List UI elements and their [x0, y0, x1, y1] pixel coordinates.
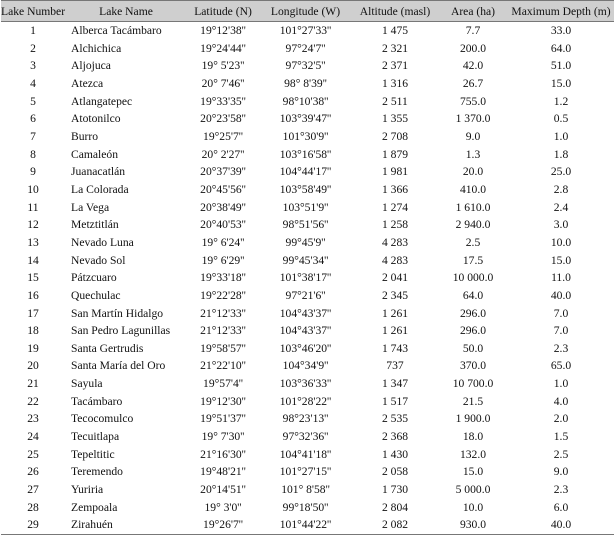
cell-longitude: 104°44'17'': [279, 165, 332, 179]
cell-lake-name: Tecocomulco: [71, 412, 134, 426]
cell-lake-name: Alchichica: [71, 41, 122, 55]
cell-longitude: 103°46'20'': [279, 341, 332, 355]
cell-latitude: 19°48'21'': [200, 465, 246, 479]
table-body: [1, 22, 614, 535]
cell-lake-number: 26: [27, 465, 39, 479]
cell-lake-name: Nevado Luna: [71, 235, 134, 249]
cell-lake-name: Teremendo: [71, 465, 123, 479]
cell-area: 17.5: [462, 253, 484, 267]
cell-altitude: 2 371: [381, 59, 409, 73]
cell-lake-name: La Colorada: [71, 182, 129, 196]
cell-latitude: 20°45'56'': [200, 182, 246, 196]
cell-lake-number: 29: [1, 516, 65, 534]
cell-max-depth: 11.0: [551, 271, 571, 285]
cell-latitude: 21°12'33'': [200, 324, 246, 338]
cell-lake-number: 18: [27, 324, 39, 338]
cell-max-depth: 15.0: [550, 253, 572, 267]
cell-altitude: 1 730: [381, 483, 409, 497]
cell-lake-name: Zirahuén: [65, 516, 187, 534]
cell-max-depth: 40.0: [550, 288, 572, 302]
cell-lake-number: 14: [27, 253, 39, 267]
cell-max-depth: 2.8: [553, 182, 569, 196]
table-row: [1, 357, 614, 375]
header-area: Area (ha): [438, 1, 508, 22]
cell-lake-number: 12: [27, 218, 39, 232]
cell-latitude: 19°33'35'': [200, 94, 246, 108]
header-lake-name: Lake Name: [65, 1, 187, 22]
table-row: [1, 146, 614, 164]
cell-altitude: 2 058: [381, 465, 409, 479]
cell-latitude: 19°58'57'': [200, 341, 246, 355]
cell-lake-name: Juanacatlán: [71, 165, 126, 179]
header-latitude: Latitude (N): [187, 1, 259, 22]
cell-latitude: 20° 2'27'': [201, 147, 245, 161]
cell-lake-number: 4: [30, 76, 36, 90]
cell-area: 1 900.0: [455, 412, 491, 426]
cell-area: 1 370.0: [455, 112, 491, 126]
cell-lake-number: 2: [30, 41, 36, 55]
cell-altitude: 2 804: [381, 500, 409, 514]
cell-area: 5 000.0: [455, 483, 491, 497]
cell-altitude: 2 041: [381, 271, 409, 285]
cell-altitude: 1 274: [381, 200, 409, 214]
cell-altitude: 2 082: [352, 516, 438, 534]
cell-max-depth: 33.0: [550, 24, 572, 37]
cell-latitude: 21°12'33'': [200, 306, 246, 320]
cell-altitude: 1 258: [381, 218, 409, 232]
cell-altitude: 1 879: [381, 147, 409, 161]
cell-latitude: 21°22'10'': [200, 359, 246, 373]
cell-latitude: 19°25'7'': [203, 129, 243, 143]
cell-lake-name: Atlangatepec: [71, 94, 133, 108]
cell-lake-name: San Martín Hidalgo: [71, 306, 164, 320]
cell-lake-name: Camaleón: [71, 147, 119, 161]
cell-area: 10 700.0: [452, 377, 494, 391]
cell-latitude: 20°37'39'': [200, 165, 246, 179]
cell-max-depth: 7.0: [553, 306, 569, 320]
cell-lake-number: 3: [30, 59, 36, 73]
lake-data-table: [1, 0, 614, 535]
cell-altitude: 1 430: [381, 447, 409, 461]
cell-lake-number: 17: [27, 306, 39, 320]
table-row: [1, 287, 614, 305]
cell-max-depth: 2.5: [553, 447, 569, 461]
cell-altitude: 1 355: [381, 112, 409, 126]
cell-lake-number: 28: [27, 500, 39, 514]
cell-max-depth: 51.0: [550, 59, 572, 73]
cell-altitude: 2 321: [381, 41, 409, 55]
cell-longitude: 101°44'22'': [259, 516, 352, 534]
cell-latitude: 19°51'37'': [200, 412, 246, 426]
cell-longitude: 97°32'5'': [285, 59, 326, 73]
cell-max-depth: 2.3: [553, 483, 569, 497]
cell-lake-name: Santa María del Oro: [71, 359, 166, 373]
cell-lake-number: 15: [27, 271, 39, 285]
cell-lake-number: 20: [27, 359, 39, 373]
cell-max-depth: 0.5: [553, 112, 569, 126]
cell-altitude: 1 475: [381, 24, 409, 37]
header-lake-number: Lake Number: [1, 1, 65, 22]
cell-lake-number: 6: [30, 112, 36, 126]
cell-area: 370.0: [459, 359, 487, 373]
header-altitude: Altitude (masl): [352, 1, 438, 22]
cell-longitude: 99°45'34'': [282, 253, 329, 267]
cell-max-depth: 10.0: [550, 235, 572, 249]
cell-lake-number: 8: [30, 147, 36, 161]
table-row: [1, 269, 614, 287]
table-row: [1, 163, 614, 181]
cell-lake-number: 16: [27, 288, 39, 302]
cell-max-depth: 1.8: [553, 147, 569, 161]
cell-lake-number: 10: [27, 182, 39, 196]
cell-latitude: 19° 6'29'': [201, 253, 245, 267]
table-row: [1, 40, 614, 58]
cell-lake-name: Pátzcuaro: [71, 271, 117, 285]
cell-max-depth: 15.0: [550, 76, 572, 90]
header-max-depth: Maximum Depth (m): [508, 1, 614, 22]
cell-lake-name: Atezca: [71, 76, 104, 90]
cell-altitude: 1 261: [381, 306, 409, 320]
cell-latitude: 19°22'28'': [200, 288, 246, 302]
cell-latitude: 19°12'38'': [200, 24, 246, 37]
table-row: [1, 22, 614, 40]
table-row: [1, 234, 614, 252]
cell-max-depth: 2.0: [553, 412, 569, 426]
table-row: [1, 340, 614, 358]
cell-area: 1.3: [465, 147, 481, 161]
table-row: [1, 410, 614, 428]
cell-max-depth: 3.0: [553, 218, 569, 232]
cell-lake-name: Tepeltitic: [71, 447, 115, 461]
cell-altitude: 2 511: [382, 94, 408, 108]
table-row: [1, 252, 614, 270]
cell-area: 2 940.0: [455, 218, 491, 232]
cell-max-depth: 2.4: [553, 200, 569, 214]
table-row: [1, 463, 614, 481]
cell-area: 18.0: [462, 430, 484, 444]
cell-longitude: 103°16'58'': [279, 147, 332, 161]
cell-area: 50.0: [462, 341, 484, 355]
cell-lake-number: 7: [30, 129, 36, 143]
cell-longitude: 104°41'18'': [279, 447, 332, 461]
cell-longitude: 97°21'6'': [285, 288, 326, 302]
table-row: [1, 428, 614, 446]
cell-longitude: 104°43'37'': [279, 306, 332, 320]
cell-lake-name: Atotonilco: [71, 112, 121, 126]
table-row: [1, 446, 614, 464]
cell-latitude: 20° 7'46'': [201, 76, 245, 90]
cell-altitude: 4 283: [381, 235, 409, 249]
cell-max-depth: 64.0: [550, 41, 572, 55]
cell-altitude: 1 981: [381, 165, 409, 179]
cell-area: 930.0: [438, 516, 508, 534]
cell-lake-name: Santa Gertrudis: [71, 341, 144, 355]
table-row: [1, 110, 614, 128]
cell-area: 755.0: [459, 94, 487, 108]
table-row: [1, 216, 614, 234]
cell-longitude: 103°58'49'': [279, 182, 332, 196]
cell-area: 7.7: [465, 24, 481, 37]
cell-lake-name: Burro: [71, 129, 99, 143]
cell-lake-number: 22: [27, 394, 39, 408]
cell-longitude: 101°27'15'': [279, 465, 332, 479]
cell-area: 296.0: [459, 324, 487, 338]
cell-longitude: 101° 8'58'': [281, 483, 330, 497]
cell-longitude: 98°23'13'': [282, 412, 329, 426]
cell-latitude: 19°26'7'': [187, 516, 259, 534]
cell-altitude: 1 743: [381, 341, 409, 355]
cell-altitude: 737: [386, 359, 404, 373]
cell-longitude: 101°28'22'': [279, 394, 332, 408]
cell-max-depth: 1.0: [553, 377, 569, 391]
cell-lake-number: 23: [27, 412, 39, 426]
cell-max-depth: 1.0: [553, 129, 569, 143]
cell-latitude: 19°24'44'': [200, 41, 246, 55]
cell-longitude: 101°30'9'': [282, 129, 329, 143]
table-row: [1, 499, 614, 517]
cell-altitude: 1 517: [381, 394, 409, 408]
table-row: [1, 199, 614, 217]
cell-altitude: 1 261: [381, 324, 409, 338]
cell-area: 200.0: [459, 41, 487, 55]
cell-area: 15.0: [462, 465, 484, 479]
table-row: [1, 305, 614, 323]
cell-lake-number: 24: [27, 430, 39, 444]
cell-area: 10.0: [462, 500, 484, 514]
cell-area: 296.0: [459, 306, 487, 320]
cell-lake-name: Yuriria: [71, 483, 104, 497]
cell-area: 21.5: [462, 394, 484, 408]
cell-longitude: 97°32'36'': [282, 430, 329, 444]
table-row: [1, 393, 614, 411]
cell-lake-number: 13: [27, 235, 39, 249]
cell-latitude: 20°23'58'': [200, 112, 246, 126]
cell-area: 64.0: [462, 288, 484, 302]
table-row: [1, 57, 614, 75]
cell-altitude: 1 366: [381, 182, 409, 196]
cell-altitude: 2 345: [381, 288, 409, 302]
cell-area: 42.0: [462, 59, 484, 73]
cell-lake-number: 21: [27, 377, 39, 391]
cell-lake-name: La Vega: [71, 200, 110, 214]
cell-longitude: 98°10'38'': [282, 94, 329, 108]
cell-lake-name: San Pedro Lagunillas: [71, 324, 171, 338]
cell-area: 10 000.0: [452, 271, 494, 285]
cell-max-depth: 1.5: [553, 430, 569, 444]
cell-area: 410.0: [459, 182, 487, 196]
cell-lake-number: 1: [30, 24, 36, 37]
cell-lake-number: 5: [30, 94, 36, 108]
cell-max-depth: 7.0: [553, 324, 569, 338]
cell-altitude: 1 316: [381, 76, 409, 90]
cell-longitude: 101°38'17'': [279, 271, 332, 285]
cell-longitude: 97°24'7'': [285, 41, 326, 55]
table-row: [1, 75, 614, 93]
cell-max-depth: 1.2: [553, 94, 569, 108]
cell-lake-name: Tacámbaro: [71, 394, 123, 408]
cell-area: 1 610.0: [455, 200, 491, 214]
cell-area: 9.0: [465, 129, 481, 143]
table-row: [1, 128, 614, 146]
cell-area: 132.0: [459, 447, 487, 461]
cell-altitude: 4 283: [381, 253, 409, 267]
table-row: [1, 375, 614, 393]
cell-latitude: 20°38'49'': [200, 200, 246, 214]
table-header-row: [1, 1, 614, 22]
cell-longitude: 101°27'33'': [279, 24, 332, 37]
cell-altitude: 2 368: [381, 430, 409, 444]
header-longitude: Longitude (W): [259, 1, 352, 22]
cell-longitude: 98°51'56'': [282, 218, 329, 232]
cell-area: 2.5: [465, 235, 481, 249]
cell-longitude: 103°36'33'': [279, 377, 332, 391]
table-row: [1, 516, 614, 534]
cell-longitude: 103°39'47'': [279, 112, 332, 126]
cell-area: 20.0: [462, 165, 484, 179]
cell-lake-number: 19: [27, 341, 39, 355]
table-row: [1, 322, 614, 340]
cell-latitude: 20°40'53'': [200, 218, 246, 232]
cell-max-depth: 40.0: [508, 516, 614, 534]
cell-latitude: 19°57'4'': [203, 377, 243, 391]
cell-latitude: 19° 5'23'': [201, 59, 245, 73]
cell-max-depth: 9.0: [553, 465, 569, 479]
cell-lake-name: Sayula: [71, 377, 103, 391]
cell-lake-number: 27: [27, 483, 39, 497]
cell-longitude: 104°34'9'': [282, 359, 329, 373]
cell-lake-name: Aljojuca: [71, 59, 111, 73]
cell-latitude: 19° 6'24'': [201, 235, 245, 249]
cell-latitude: 19° 3'0'': [204, 500, 242, 514]
cell-max-depth: 6.0: [553, 500, 569, 514]
cell-lake-name: Zempoala: [71, 500, 118, 514]
cell-altitude: 1 347: [381, 377, 409, 391]
cell-lake-number: 25: [27, 447, 39, 461]
cell-longitude: 103°51'9'': [282, 200, 329, 214]
cell-lake-name: Tecuitlapa: [71, 430, 120, 444]
cell-max-depth: 4.0: [553, 394, 569, 408]
table-row: [1, 93, 614, 111]
cell-latitude: 19°33'18'': [200, 271, 246, 285]
cell-latitude: 20°14'51'': [200, 483, 246, 497]
cell-lake-number: 11: [27, 200, 39, 214]
cell-lake-name: Alberca Tacámbaro: [71, 24, 162, 37]
cell-lake-number: 9: [30, 165, 36, 179]
cell-max-depth: 65.0: [550, 359, 572, 373]
cell-longitude: 104°43'37'': [279, 324, 332, 338]
cell-lake-name: Quechulac: [71, 288, 121, 302]
cell-max-depth: 25.0: [550, 165, 572, 179]
cell-max-depth: 2.3: [553, 341, 569, 355]
cell-longitude: 98° 8'39'': [284, 76, 327, 90]
cell-lake-name: Metztitlán: [71, 218, 119, 232]
cell-lake-name: Nevado Sol: [71, 253, 126, 267]
cell-altitude: 2 708: [381, 129, 409, 143]
table-row: [1, 181, 614, 199]
cell-longitude: 99°18'50'': [282, 500, 329, 514]
cell-latitude: 21°16'30'': [200, 447, 246, 461]
cell-altitude: 2 535: [381, 412, 409, 426]
table-row: [1, 481, 614, 499]
cell-longitude: 99°45'9'': [285, 235, 326, 249]
cell-latitude: 19°12'30'': [200, 394, 246, 408]
cell-latitude: 19° 7'30'': [201, 430, 245, 444]
cell-area: 26.7: [462, 76, 484, 90]
